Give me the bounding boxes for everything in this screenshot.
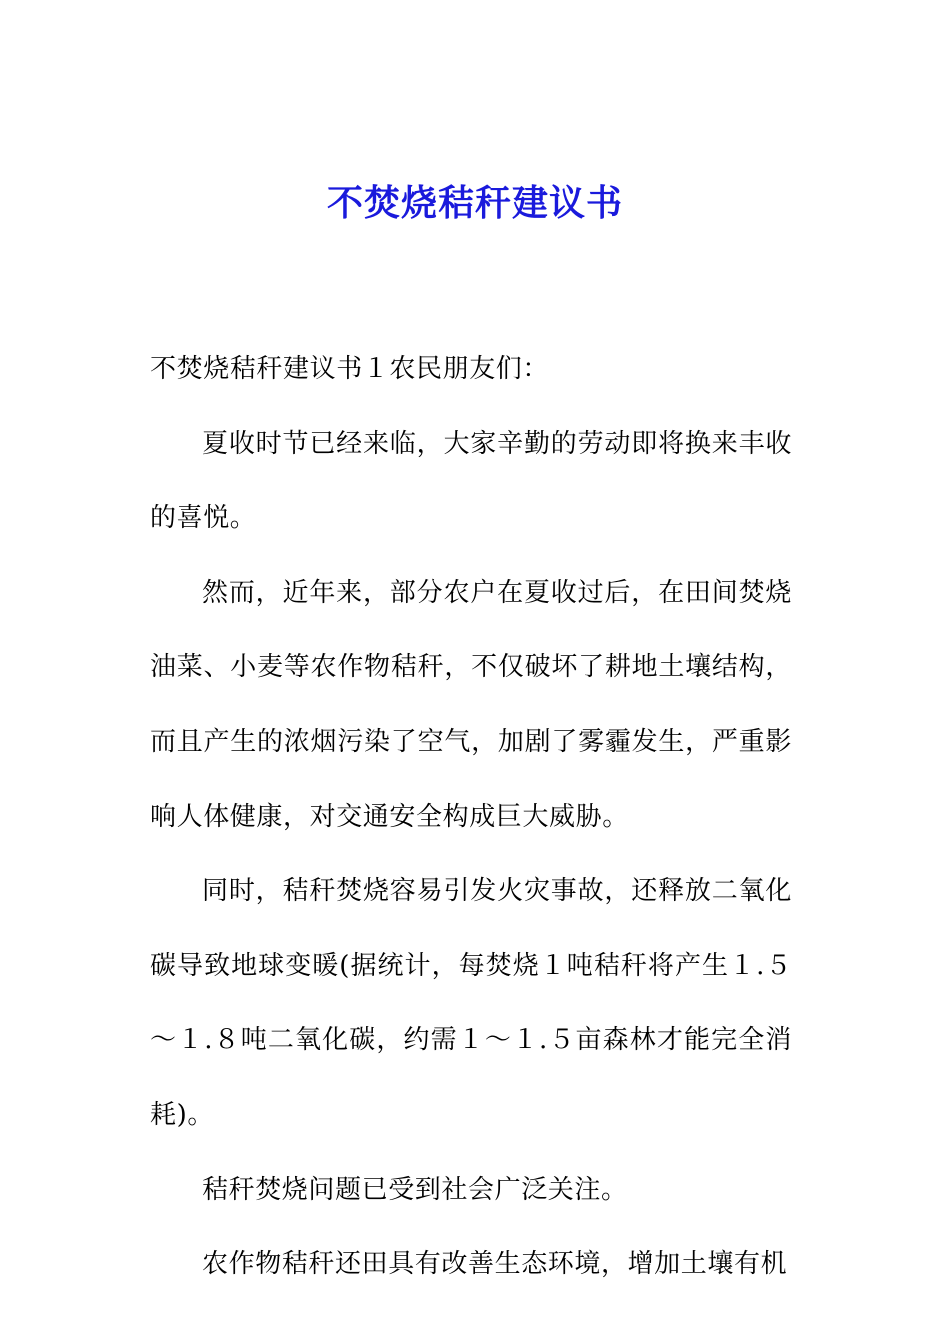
- document-title: 不焚烧秸秆建议书: [326, 182, 623, 224]
- paragraph: 秸秆焚烧问题已受到社会广泛关注。: [202, 1174, 628, 1205]
- paragraph: 不焚烧秸秆建议书１农民朋友们：: [150, 354, 550, 384]
- paragraph: 农作物秸秆还田具有改善生态环境，增加土壤有机: [202, 1249, 788, 1280]
- document-body: [150, 332, 792, 1302]
- paragraph: 同时，秸秆焚烧容易引发火灾事故，还释放二氧化碳导致地球变暖(据统计，每焚烧１吨秸秆将产生１.５～１.８吨二氧化碳，约需１～１.５亩森林才能完全消耗)。: [150, 876, 792, 1130]
- paragraph: 夏收时节已经来临，大家辛勤的劳动即将换来丰收的喜悦。: [150, 428, 792, 534]
- paragraph: 然而，近年来，部分农户在夏收过后，在田间焚烧油菜、小麦等农作物秸秆，不仅破坏了耕地土壤结构，而且产生的浓烟污染了空气，加剧了雾霾发生，严重影响人体健康，对交通安全构成巨大威胁。: [150, 577, 792, 832]
